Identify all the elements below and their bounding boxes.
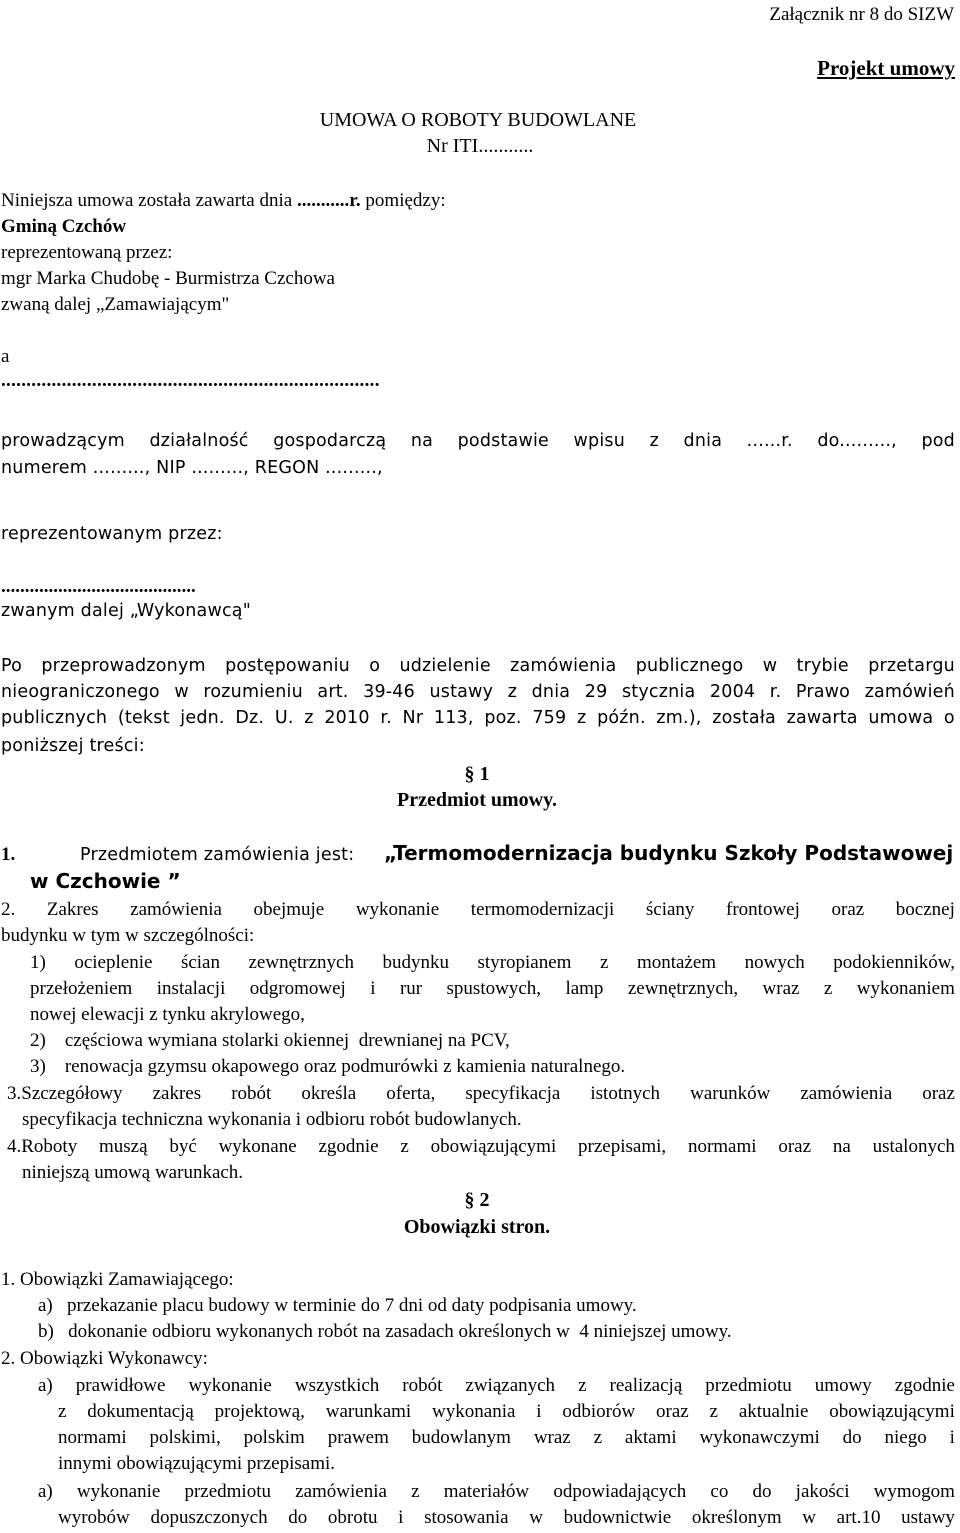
section-2-heading: Obowiązki stron. bbox=[403, 1216, 551, 1238]
p3-line-1: 3.Szczegółowy zakres robót określa oferta, specyfikacja istotnych warunków zamówienia oraz bbox=[7, 1083, 955, 1104]
item-3: 3) renowacja gzymsu okapowego oraz podmurówki z kamienia naturalnego. bbox=[30, 1056, 626, 1077]
obligations-ordering-party: 1. Obowiązki Zamawiającego: bbox=[1, 1269, 234, 1290]
draft-label: Projekt umowy bbox=[817, 56, 955, 80]
p1-number: 1. bbox=[1, 844, 16, 865]
obligation-2a-line-4: innymi obowiązującymi przepisami. bbox=[58, 1453, 336, 1474]
preamble-line-2: nieograniczonego w rozumieniu art. 39-46 ustawy z dnia 29 stycznia 2004 r. Prawo zamówień bbox=[1, 682, 955, 702]
obligations-contractor: 2. Obowiązki Wykonawcy: bbox=[1, 1348, 208, 1369]
p3-line-2: specyfikacja techniczna wykonania i odbioru robót budowlanych. bbox=[22, 1109, 522, 1130]
item-1-line-3: nowej elewacji z tynku akrylowego, bbox=[30, 1004, 305, 1025]
representative-dots: ......................................... bbox=[1, 576, 196, 597]
p1-title: „Termomodernizacja budynku Szkoły Podstawowej bbox=[384, 841, 954, 865]
obligation-2a-line-2: z dokumentacją projektową, warunkami wykonania i odbiorów oraz z aktualnie obowiązującymi bbox=[58, 1401, 955, 1422]
contractor-dots: ........................................................................... bbox=[1, 370, 380, 391]
section-2-number: § 2 bbox=[464, 1189, 490, 1211]
item-2: 2) częściowa wymiana stolarki okiennej drewnianej na PCV, bbox=[30, 1030, 510, 1051]
p2-line-2: budynku w tym w szczególności: bbox=[1, 925, 255, 946]
intro-line: Niniejsza umowa została zawarta dnia ...........r. pomiędzy: bbox=[1, 190, 446, 211]
preamble-line-1: Po przeprowadzonym postępowaniu o udzielenie zamówienia publicznego w trybie przetargu bbox=[1, 656, 955, 676]
p1-text: Przedmiotem zamówienia jest: bbox=[80, 845, 355, 865]
section-1-number: § 1 bbox=[464, 763, 490, 785]
contractor-line: prowadzącym działalność gospodarczą na podstawie wpisu z dnia ......r. do........., pod bbox=[1, 431, 955, 451]
item-1-line-1: 1) ocieplenie ścian zewnętrznych budynku styropianem z montażem nowych podokienników, bbox=[30, 952, 955, 973]
preamble-line-3: publicznych (tekst jedn. Dz. U. z 2010 r. Nr 113, poz. 759 z późn. zm.), została zawarta umowa o bbox=[1, 708, 955, 728]
preamble-line-4: poniższej treści: bbox=[1, 736, 145, 756]
p1-title-2: w Czchowie ” bbox=[30, 869, 181, 893]
section-1-heading: Przedmiot umowy. bbox=[397, 789, 557, 811]
attachment-label: Załącznik nr 8 do SIZW bbox=[769, 4, 954, 25]
p2-line-1: 2. Zakres zamówienia obejmuje wykonanie termomodernizacji ściany frontowej oraz bocznej bbox=[1, 899, 955, 920]
obligation-1b: b) dokonanie odbioru wykonanych robót na zasadach określonych w 4 niniejszej umowy. bbox=[38, 1321, 732, 1342]
contract-title: UMOWA O ROBOTY BUDOWLANE bbox=[319, 109, 637, 131]
obligation-2a-line-1: a) prawidłowe wykonanie wszystkich robót związanych z realizacją przedmiotu umowy zgodnie bbox=[38, 1375, 955, 1396]
mayor-line: mgr Marka Chudobę - Burmistrza Czchowa bbox=[1, 268, 335, 289]
called-ordering-party: zwaną dalej „Zamawiającym" bbox=[1, 294, 230, 315]
obligation-1a: a) przekazanie placu budowy w terminie do 7 dni od daty podpisania umowy. bbox=[38, 1295, 637, 1316]
called-contractor: zwanym dalej „Wykonawcą" bbox=[1, 601, 251, 621]
obligation-2b-line-1: a) wykonanie przedmiotu zamówienia z materiałów odpowiadających co do jakości wymogom bbox=[38, 1481, 955, 1502]
obligation-2a-line-3: normami polskimi, polskim prawem budowlanym wraz z aktami wykonawczymi do niego i bbox=[58, 1427, 955, 1448]
contract-number: Nr ITI........... bbox=[426, 135, 534, 157]
p4-line-2: niniejszą umową warunkach. bbox=[22, 1162, 244, 1183]
registration-line: numerem ........., NIP ........., REGON ........., bbox=[1, 458, 383, 478]
party-name: Gminą Czchów bbox=[1, 216, 127, 237]
item-1-line-2: przełożeniem instalacji odgromowej i rur spustowych, lamp zewnętrznych, wraz z wykonaniem bbox=[30, 978, 955, 999]
represented-by: reprezentowaną przez: bbox=[1, 242, 173, 263]
p4-line-1: 4.Roboty muszą być wykonane zgodnie z obowiązującymi przepisami, normami oraz na ustalonych bbox=[7, 1136, 955, 1157]
and-line: a bbox=[1, 346, 10, 367]
contractor-represented: reprezentowanym przez: bbox=[1, 524, 223, 544]
obligation-2b-line-2: wyrobów dopuszczonych do obrotu i stosowania w budownictwie określonym w art.10 ustawy bbox=[58, 1507, 955, 1528]
